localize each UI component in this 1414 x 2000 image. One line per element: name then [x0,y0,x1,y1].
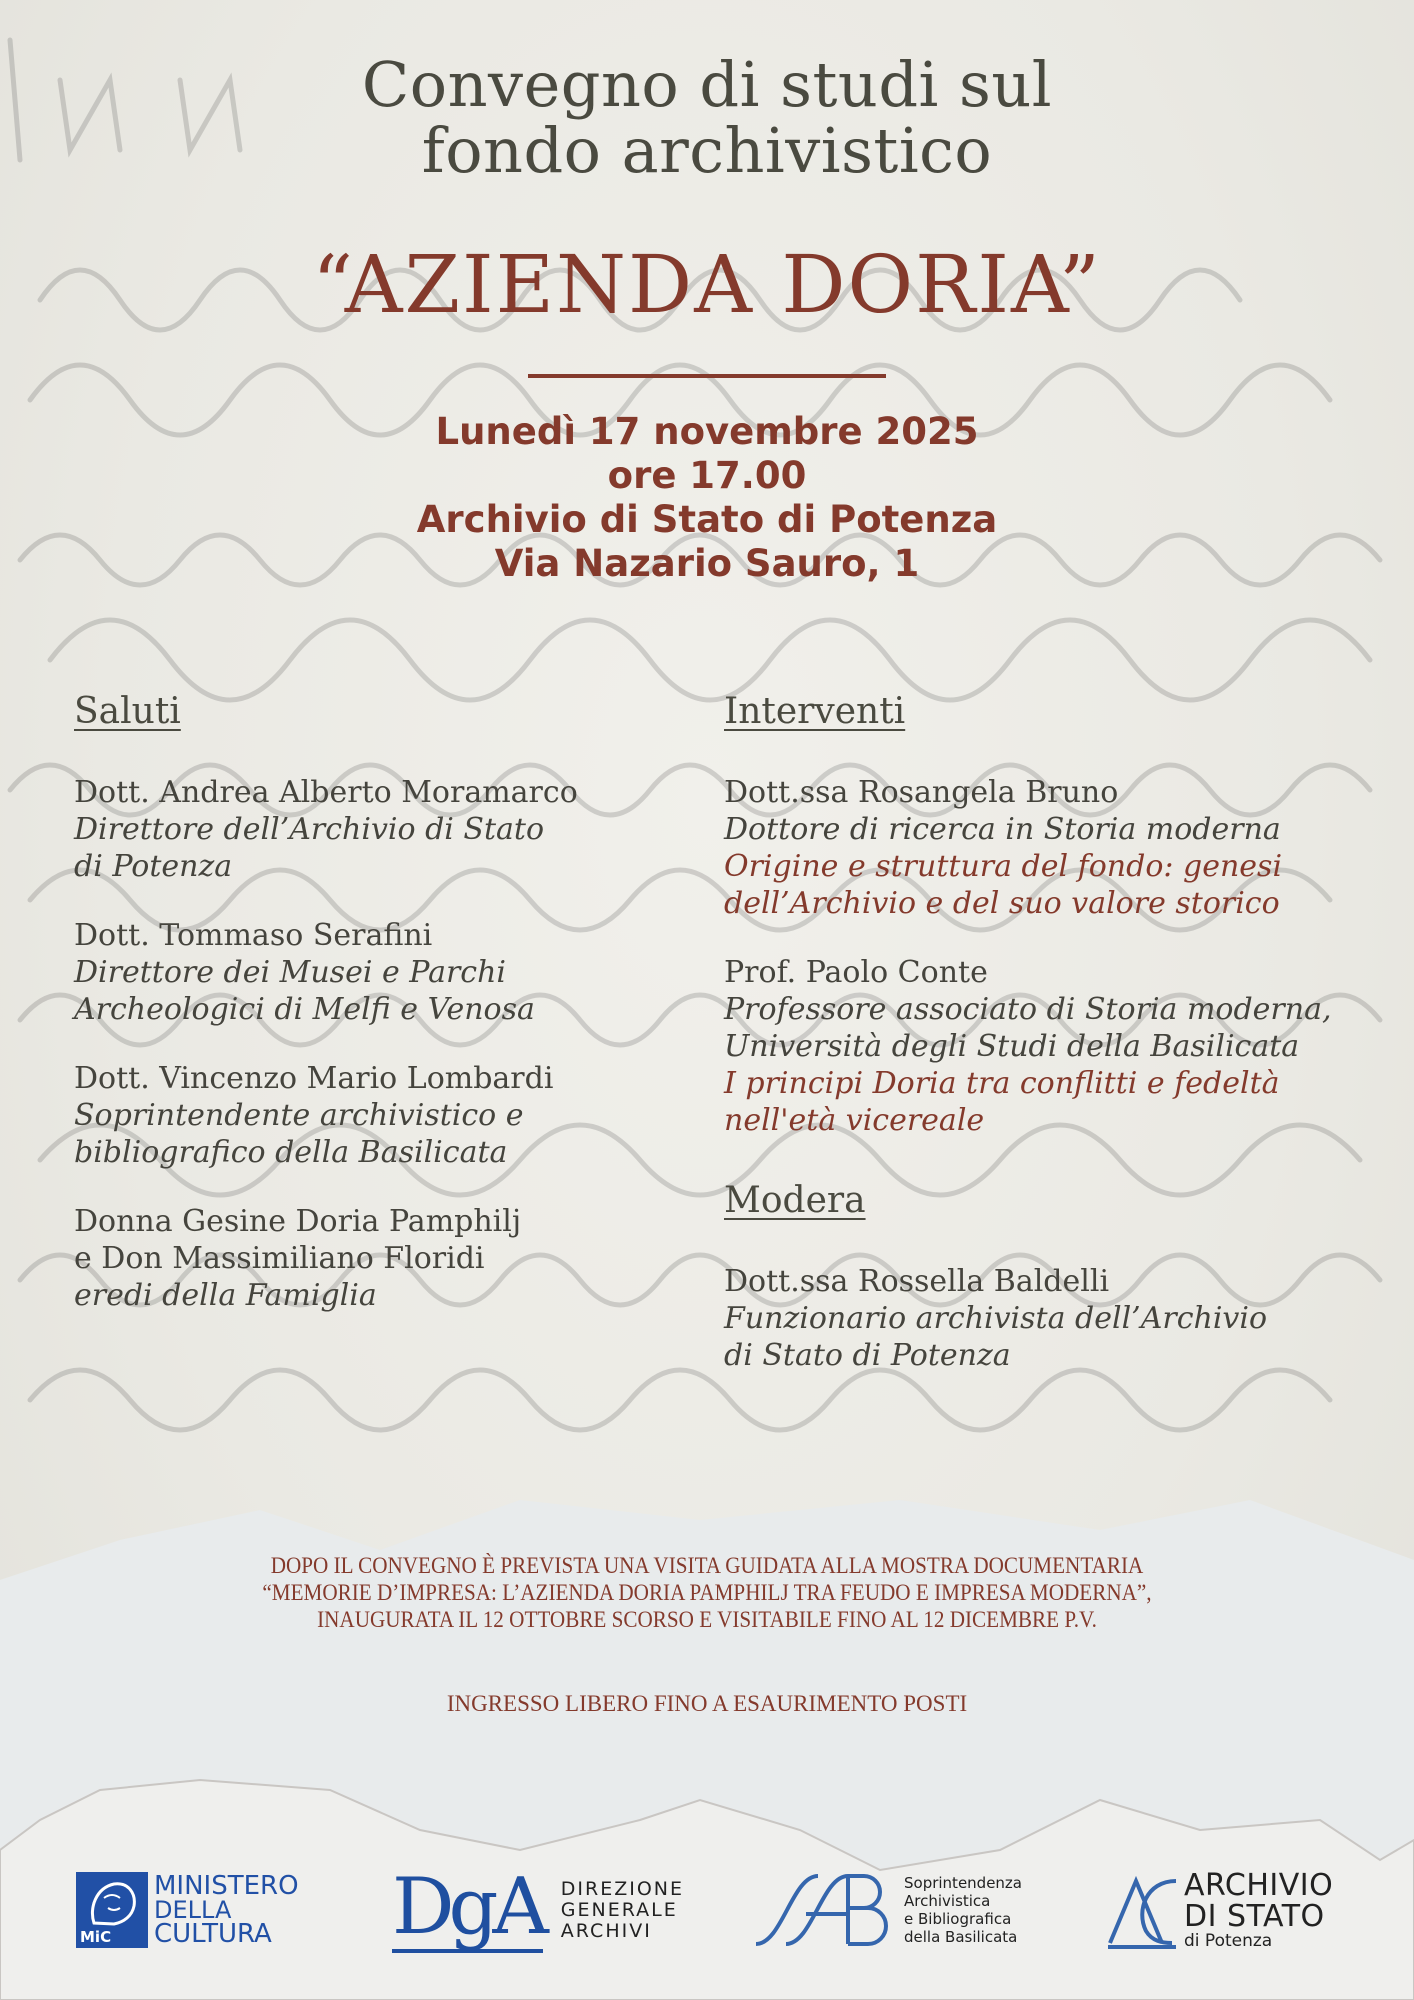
sab-line-4: della Basilicata [904,1928,1018,1946]
moderator-entry [724,1263,1364,1374]
logo-bar [0,1860,1414,1960]
speaker-entry [724,774,1364,922]
interventi-heading: Interventi [724,691,906,732]
talk-topic: nell'età vicereale [724,1103,985,1138]
moderator-role: di Stato di Potenza [724,1338,1011,1373]
event-info [0,410,1414,586]
speaker-name: Donna Gesine Doria Pamphilj [74,1204,522,1239]
speaker-role: Università degli Studi della Basilicata [724,1029,1300,1064]
sab-line-3: e Bibliografica [904,1910,1012,1928]
talk-topic: dell’Archivio e del suo valore storico [724,886,1280,921]
mic-badge [76,1872,148,1948]
logo-archivio-stato [1106,1860,1333,1960]
logo-sab [752,1860,1022,1960]
asp-line-1: ARCHIVIO [1184,1868,1334,1903]
speaker-name: Dott. Vincenzo Mario Lombardi [74,1061,554,1096]
dga-line-2: GENERALE [560,1898,678,1921]
speaker-role: Soprintendente archivistico e [74,1098,524,1133]
dga-line-3: ARCHIVI [560,1919,652,1942]
interventi-column [724,690,1364,1406]
saluti-column [74,690,674,1346]
sab-mark-icon [752,1870,892,1950]
dga-mark: DgA [392,1862,543,1952]
logo-ministero-cultura [76,1860,299,1960]
speaker-name: Prof. Paolo Conte [724,955,988,990]
exhibition-notice [57,1552,1358,1633]
speaker-role: Professore associato di Storia moderna, [724,992,1332,1027]
speaker-role: di Potenza [74,849,233,884]
talk-topic: I principi Doria tra conflitti e fedeltà [724,1066,1280,1101]
speaker-role: bibliografico della Basilicata [74,1135,508,1170]
modera-heading: Modera [724,1180,866,1221]
speaker-entry [74,917,674,1028]
asp-line-2: DI STATO [1184,1899,1325,1934]
speaker-role: eredi della Famiglia [74,1278,377,1313]
speaker-name: Dott.ssa Rosangela Bruno [724,775,1119,810]
mic-line-3: CULTURA [154,1919,272,1949]
headline-line-1: Convegno di studi sul [361,48,1053,121]
speaker-role: Direttore dell’Archivio di Stato [74,812,545,847]
logo-dga [392,1860,684,1960]
speaker-entry [74,1203,674,1314]
speaker-name: e Don Massimiliano Floridi [74,1241,485,1276]
dga-line-1: DIREZIONE [560,1877,685,1900]
asp-line-3: di Potenza [1184,1931,1273,1951]
moderator-role: Funzionario archivista dell’Archivio [724,1301,1268,1336]
notice-line-1: DOPO IL CONVEGNO È PREVISTA UNA VISITA GUIDATA ALLA MOSTRA DOCUMENTARIA [270,1553,1144,1578]
sab-line-2: Archivistica [904,1892,991,1910]
title-divider [528,374,886,378]
notice-line-2: “MEMORIE D’IMPRESA: L’AZIENDA DORIA PAMPHILJ TRA FEUDO E IMPRESA MODERNA”, [262,1580,1152,1605]
sab-line-1: Soprintendenza [904,1874,1023,1892]
speaker-role: Direttore dei Musei e Parchi [74,955,507,990]
speaker-role: Archeologici di Melfi e Venosa [74,992,535,1027]
speaker-entry [74,774,674,885]
mic-badge-label: MiC [80,1928,112,1946]
headline-line-2: fondo archivistico [421,114,993,187]
dga-wordmark [561,1879,684,1942]
free-entry-notice: INGRESSO LIBERO FINO A ESAURIMENTO POSTI [446,1691,968,1716]
asp-mark-icon [1106,1871,1178,1949]
event-venue: Archivio di Stato di Potenza [416,498,998,541]
asp-wordmark [1184,1870,1333,1950]
talk-topic: Origine e struttura del fondo: genesi [724,849,1283,884]
event-address: Via Nazario Sauro, 1 [494,542,920,585]
saluti-heading: Saluti [74,691,181,732]
statue-head-icon [84,1878,142,1928]
mic-wordmark [154,1871,299,1949]
mic-line-1: MINISTERO [154,1871,299,1901]
notice-line-3: INAUGURATA IL 12 OTTOBRE SCORSO E VISITABILE FINO AL 12 DICEMBRE P.V. [317,1607,1097,1632]
speaker-name: Dott. Tommaso Serafini [74,918,433,953]
event-date: Lunedì 17 novembre 2025 [435,410,979,453]
speaker-role: Dottore di ricerca in Storia moderna [724,812,1281,847]
moderator-name: Dott.ssa Rossella Baldelli [724,1264,1110,1299]
headline [0,48,1414,187]
speaker-entry [724,954,1364,1139]
mic-line-2: DELLA [154,1896,232,1924]
sab-wordmark [904,1874,1022,1946]
event-title: “AZIENDA DORIA” [312,238,1102,331]
event-time: ore 17.00 [607,454,807,497]
speaker-entry [74,1060,674,1171]
speaker-name: Dott. Andrea Alberto Moramarco [74,775,578,810]
